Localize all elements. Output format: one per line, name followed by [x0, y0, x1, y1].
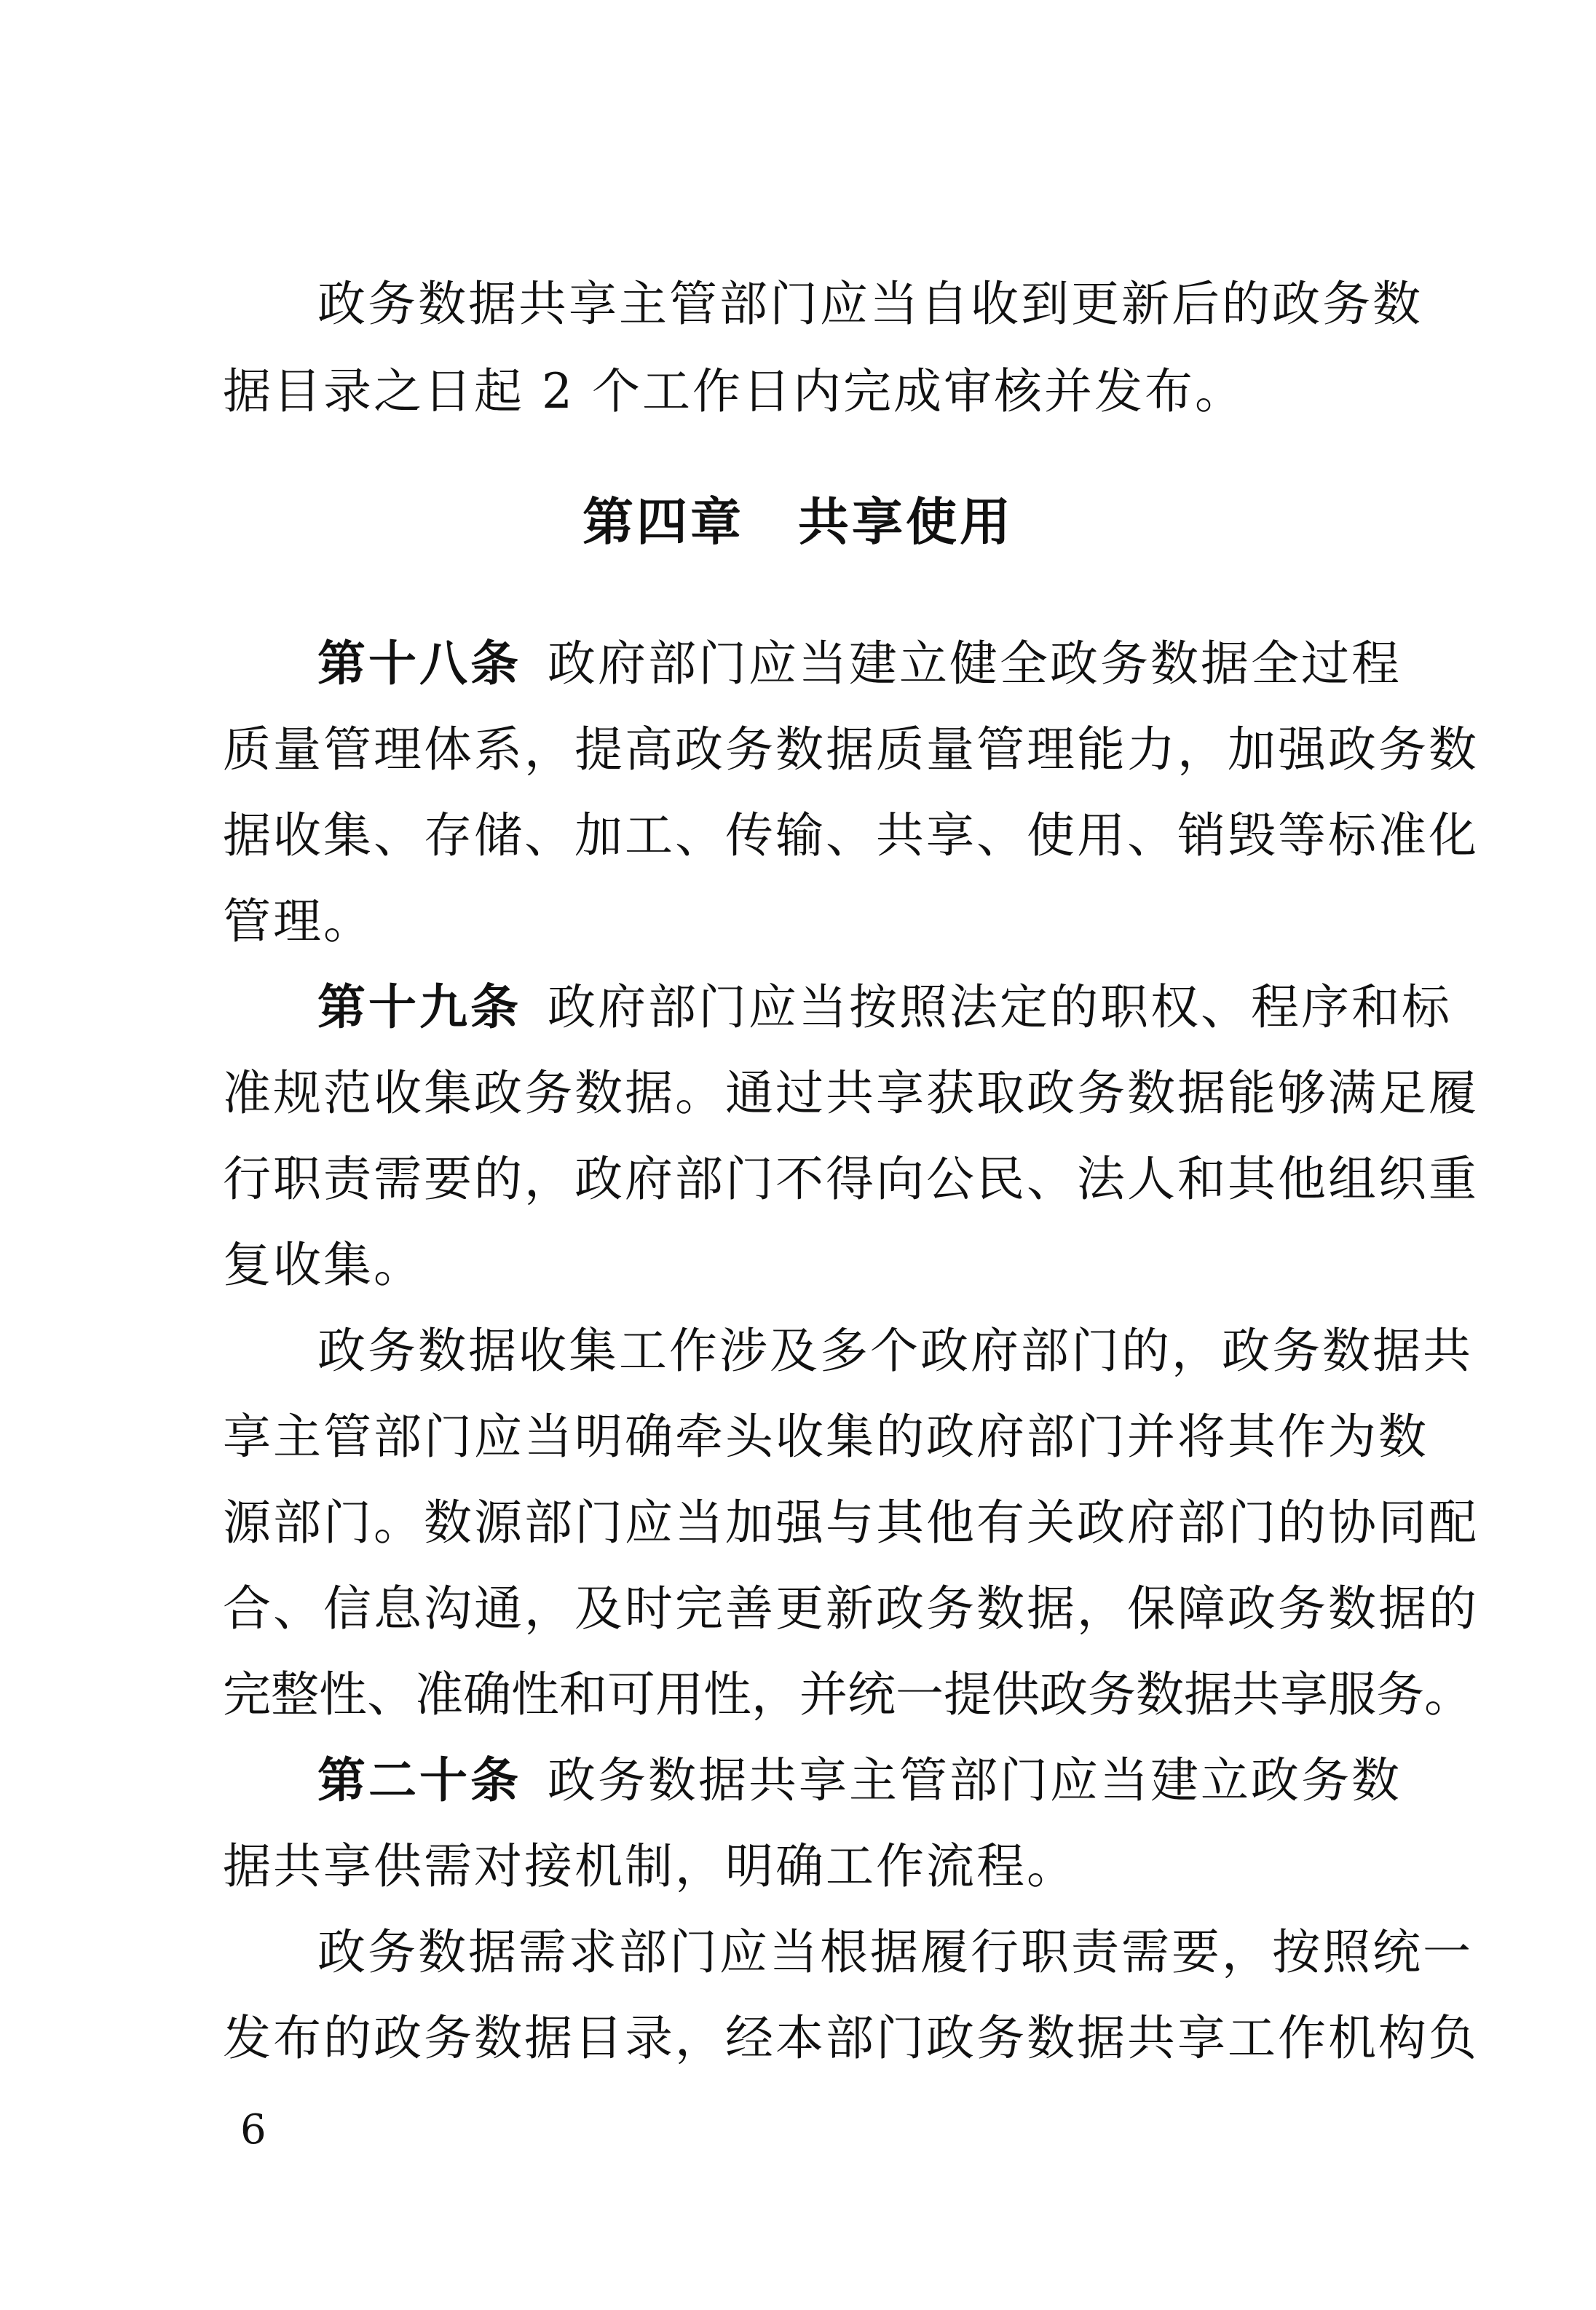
- article-label: 第二十条: [317, 1752, 521, 1808]
- paragraph-line: 据共享供需对接机制，明确工作流程。: [223, 1838, 1077, 1894]
- article-first-line: [223, 635, 1402, 693]
- paragraph-line: 合、信息沟通，及时完善更新政务数据，保障政务数据的: [223, 1581, 1479, 1637]
- paragraph-line: 政务数据需求部门应当根据履行职责需要，按照统一: [317, 1924, 1473, 1980]
- article-text: 政府部门应当建立健全政务数据全过程: [548, 636, 1402, 692]
- article-label: 第十九条: [317, 979, 521, 1035]
- paragraph-line: 管理。: [223, 893, 374, 949]
- paragraph-line: 据目录之日起 2 个工作日内完成审核并发布。: [223, 363, 1245, 419]
- paragraph-line: 发布的政务数据目录，经本部门政务数据共享工作机构负: [223, 2010, 1479, 2066]
- paragraph-line: 准规范收集政务数据。通过共享获取政务数据能够满足履: [223, 1065, 1479, 1121]
- chapter-title: 第四章 共享使用: [582, 492, 1014, 552]
- paragraph-line: 完整性、准确性和可用性，并统一提供政务数据共享服务。: [223, 1666, 1472, 1722]
- article-text: 政府部门应当按照法定的职权、程序和标: [548, 979, 1452, 1035]
- article-first-line: [223, 978, 1452, 1037]
- paragraph-line: 据收集、存储、加工、传输、共享、使用、销毁等标准化: [223, 807, 1479, 863]
- paragraph-line: 复收集。: [223, 1237, 424, 1293]
- paragraph-line: 政务数据收集工作涉及多个政府部门的，政务数据共: [317, 1323, 1473, 1379]
- article-text: 政务数据共享主管部门应当建立政务数: [548, 1752, 1402, 1808]
- paragraph-line: 享主管部门应当明确牵头收集的政府部门并将其作为数: [223, 1409, 1429, 1465]
- article-label: 第十八条: [317, 636, 521, 692]
- page-number: 6: [240, 2106, 266, 2153]
- paragraph-line: 源部门。数源部门应当加强与其他有关政府部门的协同配: [223, 1495, 1479, 1551]
- paragraph-line: 行职责需要的，政府部门不得向公民、法人和其他组织重: [223, 1151, 1479, 1207]
- article-first-line: [223, 1752, 1402, 1810]
- paragraph-line: 政务数据共享主管部门应当自收到更新后的政务数: [317, 276, 1423, 332]
- paragraph-line: 质量管理体系，提高政务数据质量管理能力，加强政务数: [223, 721, 1479, 778]
